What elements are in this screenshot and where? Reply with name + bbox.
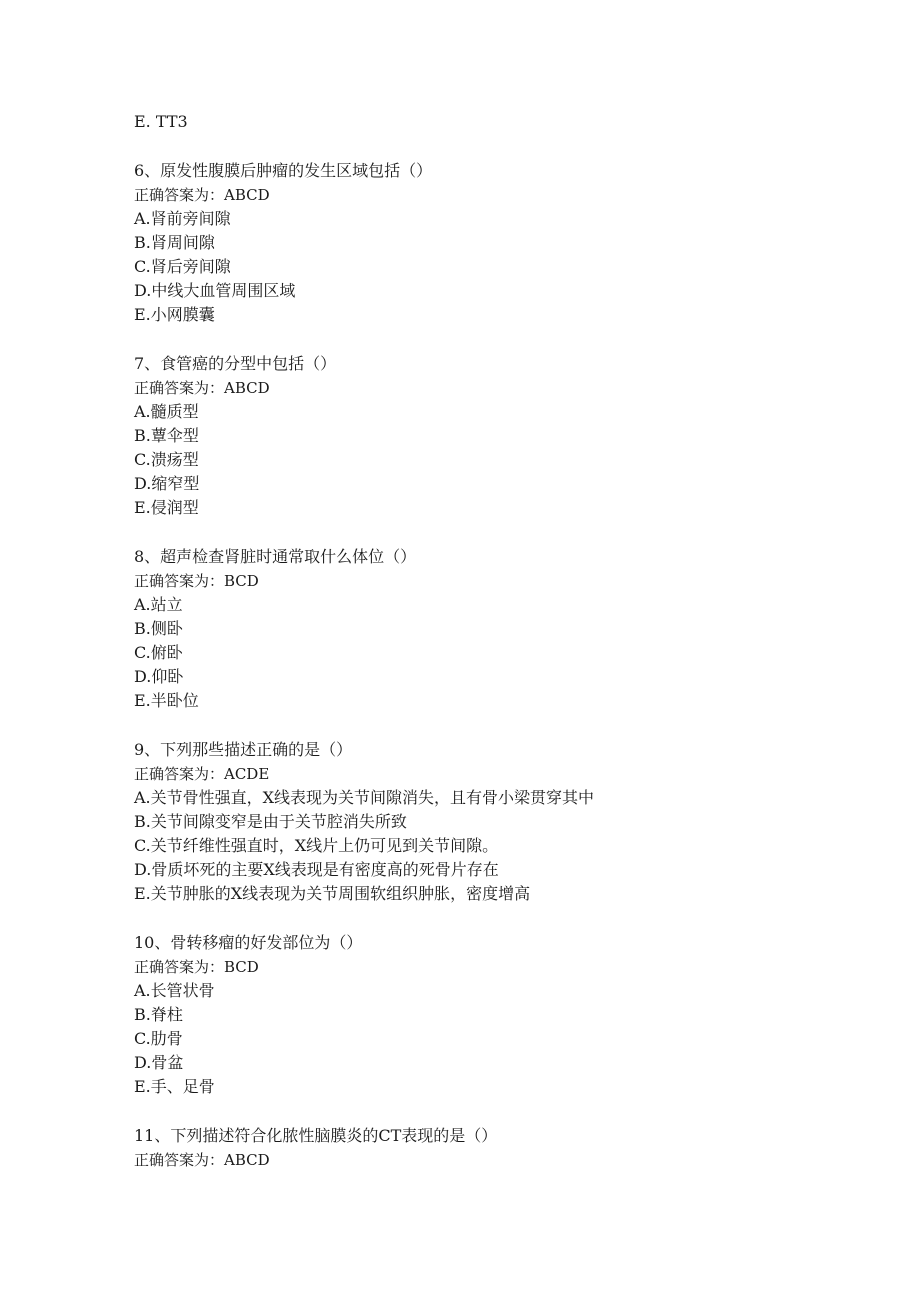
option-c: C.肾后旁间隙 <box>134 257 231 276</box>
question-block <box>134 738 894 906</box>
option-d: D.骨质坏死的主要X线表现是有密度高的死骨片存在 <box>134 860 499 879</box>
option-b: B.脊柱 <box>134 1005 183 1024</box>
option-a: A.肾前旁间隙 <box>134 209 231 228</box>
question-block <box>134 1124 894 1172</box>
option-e: E.半卧位 <box>134 691 199 710</box>
question-block <box>134 352 894 520</box>
option-b: B.蕈伞型 <box>134 426 199 445</box>
question-title: 10、骨转移瘤的好发部位为（） <box>134 933 363 952</box>
option-a: A.髓质型 <box>134 402 199 421</box>
option-a: A.关节骨性强直，X线表现为关节间隙消失，且有骨小梁贯穿其中 <box>134 788 595 807</box>
option-a: A.站立 <box>134 595 183 614</box>
correct-answer: 正确答案为：ABCD <box>134 186 270 204</box>
correct-answer: 正确答案为：ACDE <box>134 765 270 783</box>
option-a: A.长管状骨 <box>134 981 215 1000</box>
option-d: D.骨盆 <box>134 1053 184 1072</box>
option-e: E.手、足骨 <box>134 1077 215 1096</box>
option-c: C.溃疡型 <box>134 450 199 469</box>
leading-option: E. TT3 <box>134 112 188 131</box>
correct-answer: 正确答案为：BCD <box>134 958 259 976</box>
question-block <box>134 931 894 1099</box>
question-block <box>134 159 894 327</box>
option-b: B.侧卧 <box>134 619 183 638</box>
option-b: B.关节间隙变窄是由于关节腔消失所致 <box>134 812 407 831</box>
option-d: D.仰卧 <box>134 667 184 686</box>
option-c: C.俯卧 <box>134 643 183 662</box>
question-title: 9、下列那些描述正确的是（） <box>134 740 353 759</box>
option-d: D.中线大血管周围区域 <box>134 281 296 300</box>
question-title: 8、超声检查肾脏时通常取什么体位（） <box>134 547 417 566</box>
option-e: E.侵润型 <box>134 498 199 517</box>
question-title: 6、原发性腹膜后肿瘤的发生区域包括（） <box>134 161 433 180</box>
option-d: D.缩窄型 <box>134 474 200 493</box>
option-c: C.肋骨 <box>134 1029 183 1048</box>
document-page <box>134 110 894 1172</box>
question-title: 7、食管癌的分型中包括（） <box>134 354 337 373</box>
option-e: E.关节肿胀的X线表现为关节周围软组织肿胀，密度增高 <box>134 884 531 903</box>
option-e: E.小网膜囊 <box>134 305 215 324</box>
option-c: C.关节纤维性强直时，X线片上仍可见到关节间隙。 <box>134 836 499 855</box>
option-b: B.肾周间隙 <box>134 233 215 252</box>
question-title: 11、下列描述符合化脓性脑膜炎的CT表现的是（） <box>134 1126 498 1145</box>
correct-answer: 正确答案为：ABCD <box>134 1151 270 1169</box>
question-block <box>134 545 894 713</box>
correct-answer: 正确答案为：ABCD <box>134 379 270 397</box>
correct-answer: 正确答案为：BCD <box>134 572 259 590</box>
